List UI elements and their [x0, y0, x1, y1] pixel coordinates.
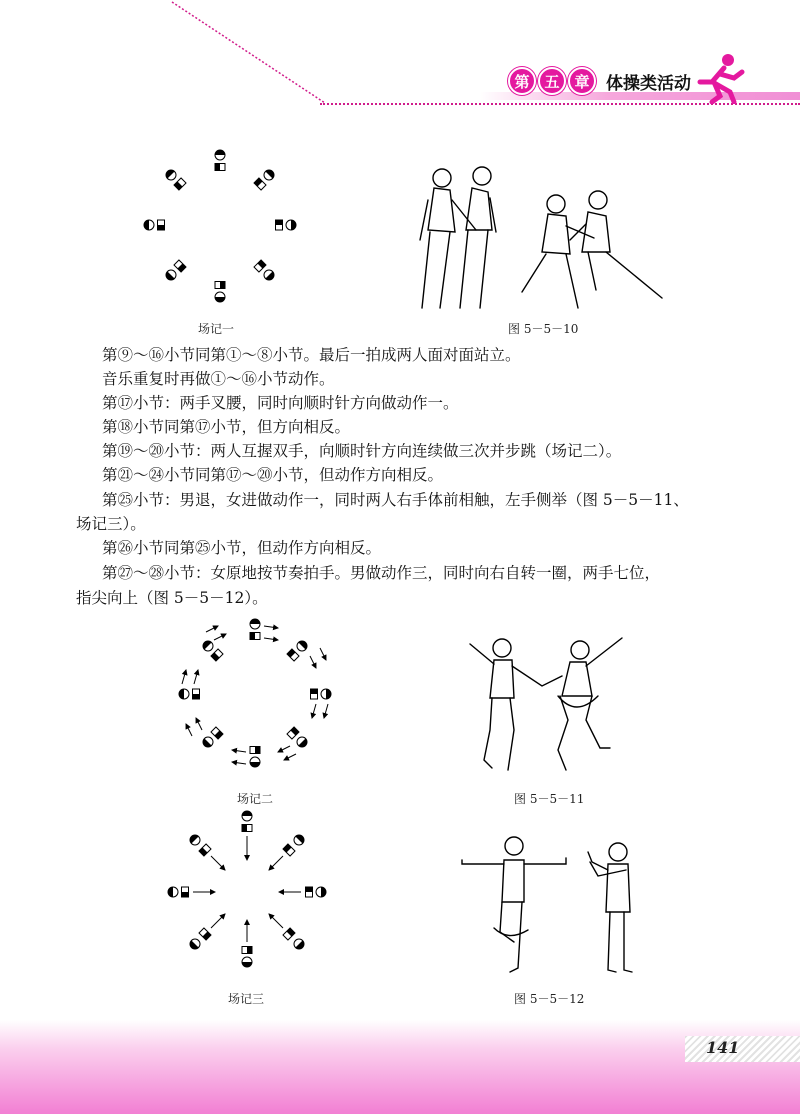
- dancers-illustration-12: [458, 832, 643, 982]
- page-number: 141: [706, 1038, 740, 1057]
- chapter-badge: 五: [538, 67, 566, 95]
- body-paragraph: 音乐重复时再做①～⑯小节动作。: [102, 370, 335, 388]
- runner-icon: [690, 52, 748, 104]
- body-paragraph: 第⑲～⑳小节：两人互握双手，向顺时针方向连续做三次并步跳（场记二）。: [102, 442, 622, 460]
- formation-diagram-3: [165, 810, 340, 980]
- page-number-box: [685, 1036, 800, 1062]
- formation-diagram-2: [170, 618, 340, 778]
- chapter-title: 体操类活动: [606, 73, 691, 94]
- figure-caption: 场记一: [198, 322, 235, 336]
- body-paragraph: 第㉗～㉘小节：女原地按节奏拍手。男做动作三，同时向右自转一圈，两手七位，: [102, 564, 661, 582]
- dancers-illustration-11: [462, 630, 642, 780]
- formation-diagram-1: [135, 145, 305, 310]
- body-paragraph: 第⑨～⑯小节同第①～⑧小节。最后一拍成两人面对面站立。: [102, 346, 521, 364]
- body-paragraph-continuation: 场记三）。: [76, 515, 146, 533]
- body-paragraph: 第⑰小节：两手叉腰，同时向顺时针方向做动作一。: [102, 394, 459, 412]
- figure-caption: 图 5－5－12: [514, 992, 585, 1006]
- chapter-heading: [508, 66, 691, 96]
- figure-caption: 图 5－5－10: [508, 322, 579, 336]
- body-paragraph: 第⑱小节同第⑰小节，但方向相反。: [102, 418, 351, 436]
- footer-band: [0, 1020, 800, 1114]
- dancers-illustration-10: [410, 160, 670, 310]
- body-paragraph-continuation: 指尖向上（图 5－5－12）。: [76, 589, 268, 607]
- body-paragraph: 第㉖小节同第㉕小节，但动作方向相反。: [102, 539, 382, 557]
- figure-caption: 图 5－5－11: [514, 792, 585, 806]
- body-paragraph: 第㉕小节：男退，女进做动作一，同时两人右手体前相触，左手侧举（图 5－5－11、: [102, 491, 689, 509]
- figure-caption: 场记三: [228, 992, 265, 1006]
- chapter-badge: 第: [508, 67, 536, 95]
- figure-caption: 场记二: [237, 792, 274, 806]
- header-diagonal-line: [170, 0, 330, 105]
- body-paragraph: 第㉑～㉔小节同第⑰～⑳小节，但动作方向相反。: [102, 466, 444, 484]
- chapter-badge: 章: [568, 67, 596, 95]
